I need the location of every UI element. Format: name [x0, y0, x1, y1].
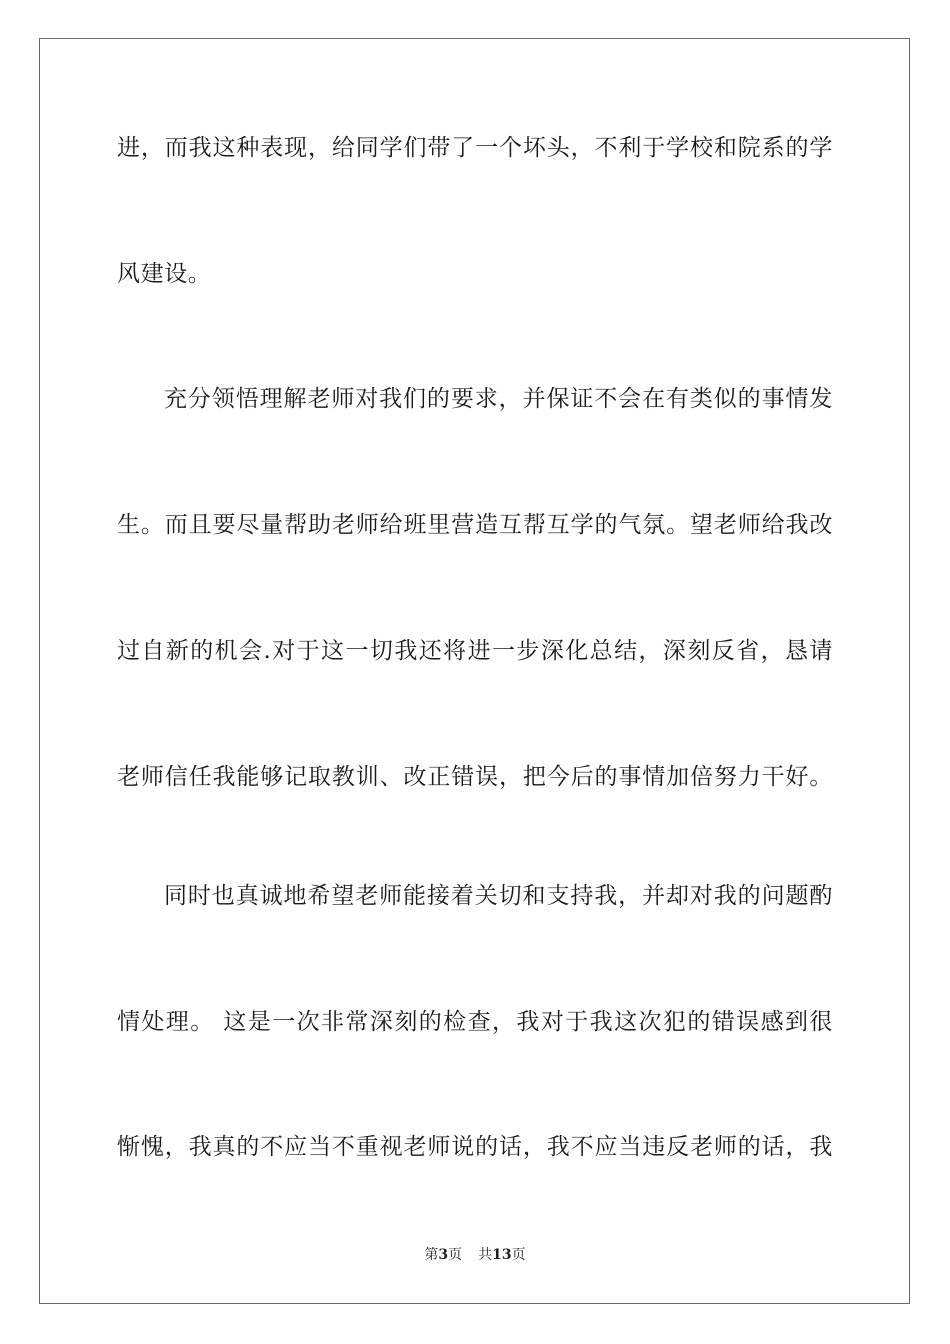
text-line-4: 生。而且要尽量帮助老师给班里营造互帮互学的气氛。望老师给我改 [117, 512, 833, 538]
page-border [39, 38, 910, 1304]
total-suffix: 页 [511, 1247, 526, 1263]
text-line-6: 老师信任我能够记取教训、改正错误，把今后的事情加倍努力干好。 [117, 764, 833, 790]
total-prefix: 共 [478, 1247, 493, 1263]
page-suffix: 页 [448, 1247, 463, 1263]
text-line-9: 惭愧，我真的不应当不重视老师说的话，我不应当违反老师的话，我 [117, 1134, 833, 1160]
page-prefix: 第 [424, 1247, 439, 1263]
page-current: 3 [438, 1247, 449, 1263]
page-total: 13 [492, 1247, 512, 1263]
text-line-7: 同时也真诚地希望老师能接着关切和支持我，并却对我的问题酌 [164, 883, 833, 909]
text-line-8: 情处理。 这是一次非常深刻的检查，我对于我这次犯的错误感到很 [117, 1009, 833, 1035]
page-footer [0, 1246, 950, 1264]
text-line-2: 风建设。 [117, 261, 212, 287]
text-line-5: 过自新的机会.对于这一切我还将进一步深化总结，深刻反省，恳请 [117, 638, 833, 664]
text-line-3: 充分领悟理解老师对我们的要求，并保证不会在有类似的事情发 [164, 386, 833, 412]
text-line-1: 进，而我这种表现，给同学们带了一个坏头，不利于学校和院系的学 [117, 135, 833, 161]
